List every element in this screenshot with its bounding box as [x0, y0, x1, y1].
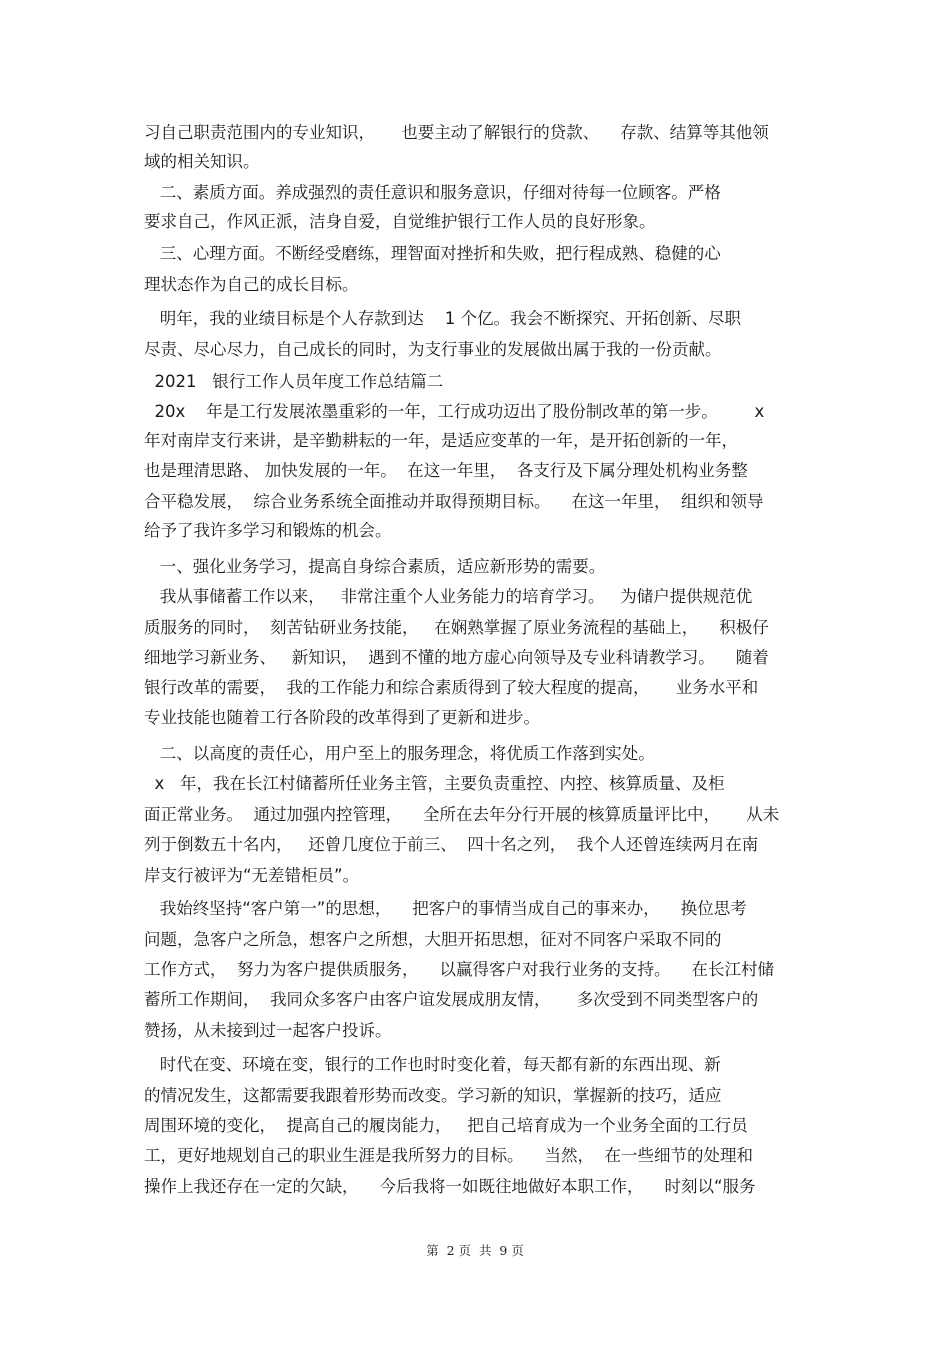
text-line: 三、心理方面。不断经受磨练，理智面对挫折和失败，把行程成熟、稳健的心 [144, 244, 721, 263]
text-line: 理状态作为自己的成长目标。 [144, 275, 359, 294]
page-footer: 第 2 页 共 9 页 [426, 1243, 524, 1258]
text-line: 蓄所工作期间， 我同众多客户由客户谊发展成朋友情， 多次受到不同类型客户的 [144, 990, 759, 1009]
text-line: 习自己职责范围内的专业知识， 也要主动了解银行的贷款、 存款、结算等其他领 [144, 123, 769, 142]
text-line: 问题，急客户之所急，想客户之所想，大胆开拓思想，征对不同客户采取不同的 [144, 930, 722, 949]
text-line: 时代在变、环境在变，银行的工作也时时变化着，每天都有新的东西出现、新 [144, 1055, 721, 1074]
text-line: 细地学习新业务、 新知识， 遇到不懂的地方虚心向领导及专业科请教学习。 随着 [144, 648, 769, 667]
text-line: 工作方式， 努力为客户提供质服务， 以赢得客户对我行业务的支持。 在长江村储 [144, 960, 774, 979]
text-line: 域的相关知识。 [144, 152, 260, 171]
text-line: 也是理清思路、 加快发展的一年。 在这一年里， 各支行及下属分理处机构业务整 [144, 461, 748, 480]
text-line: 质服务的同时， 刻苦钻研业务技能， 在娴熟掌握了原业务流程的基础上， 积极仔 [144, 618, 769, 637]
text-line: x 年，我在长江村储蓄所任业务主管，主要负责重控、内控、核算质量、及柜 [144, 774, 725, 793]
text-line: 给予了我许多学习和锻炼的机会。 [144, 521, 392, 540]
text-line: 合平稳发展， 综合业务系统全面推动并取得预期目标。 在这一年里， 组织和领导 [144, 492, 764, 511]
text-line: 银行改革的需要， 我的工作能力和综合素质得到了较大程度的提高， 业务水平和 [144, 678, 759, 697]
text-line: 二、以高度的责任心，用户至上的服务理念，将优质工作落到实处。 [144, 744, 655, 763]
text-line: 尽责、尽心尽力，自己成长的同时，为支行事业的发展做出属于我的一份贡献。 [144, 340, 722, 359]
text-line: 周围环境的变化， 提高自己的履岗能力， 把自己培育成为一个业务全面的工行员 [144, 1116, 748, 1135]
text-line: 明年，我的业绩目标是个人存款到达 1 个亿。我会不断探究、开拓创新、尽职 [144, 309, 741, 328]
text-line: 岸支行被评为“无差错柜员”。 [144, 866, 360, 885]
text-line: 的情况发生，这都需要我跟着形势而改变。学习新的知识，掌握新的技巧，适应 [144, 1086, 722, 1105]
text-line: 20x 年是工行发展浓墨重彩的一年，工行成功迈出了股份制改革的第一步。 x [144, 402, 765, 421]
text-line: 我始终坚持“客户第一”的思想， 把客户的事情当成自己的事来办， 换位思考 [144, 899, 747, 918]
text-line: 赞扬，从未接到过一起客户投诉。 [144, 1021, 392, 1040]
text-line: 我从事储蓄工作以来， 非常注重个人业务能力的培育学习。 为储户提供规范优 [144, 587, 753, 606]
text-line: 一、强化业务学习，提高自身综合素质，适应新形势的需要。 [144, 557, 606, 576]
text-line: 专业技能也随着工行各阶段的改革得到了更新和进步。 [144, 708, 540, 727]
text-line: 2021 银行工作人员年度工作总结篇二 [144, 372, 444, 391]
text-line: 二、素质方面。养成强烈的责任意识和服务意识，仔细对待每一位顾客。严格 [144, 183, 721, 202]
text-line: 列于倒数五十名内， 还曾几度位于前三、 四十名之列， 我个人还曾连续两月在南 [144, 835, 759, 854]
text-line: 面正常业务。 通过加强内控管理， 全所在去年分行开展的核算质量评比中， 从未 [144, 805, 780, 824]
text-line: 操作上我还存在一定的欠缺， 今后我将一如既往地做好本职工作， 时刻以“服务 [144, 1177, 756, 1196]
text-line: 年对南岸支行来讲，是辛勤耕耘的一年，是适应变革的一年，是开拓创新的一年， [144, 431, 738, 450]
text-line: 要求自己，作风正派，洁身自爱，自觉维护银行工作人员的良好形象。 [144, 212, 656, 231]
text-line: 工，更好地规划自己的职业生涯是我所努力的目标。 当然， 在一些细节的处理和 [144, 1146, 753, 1165]
